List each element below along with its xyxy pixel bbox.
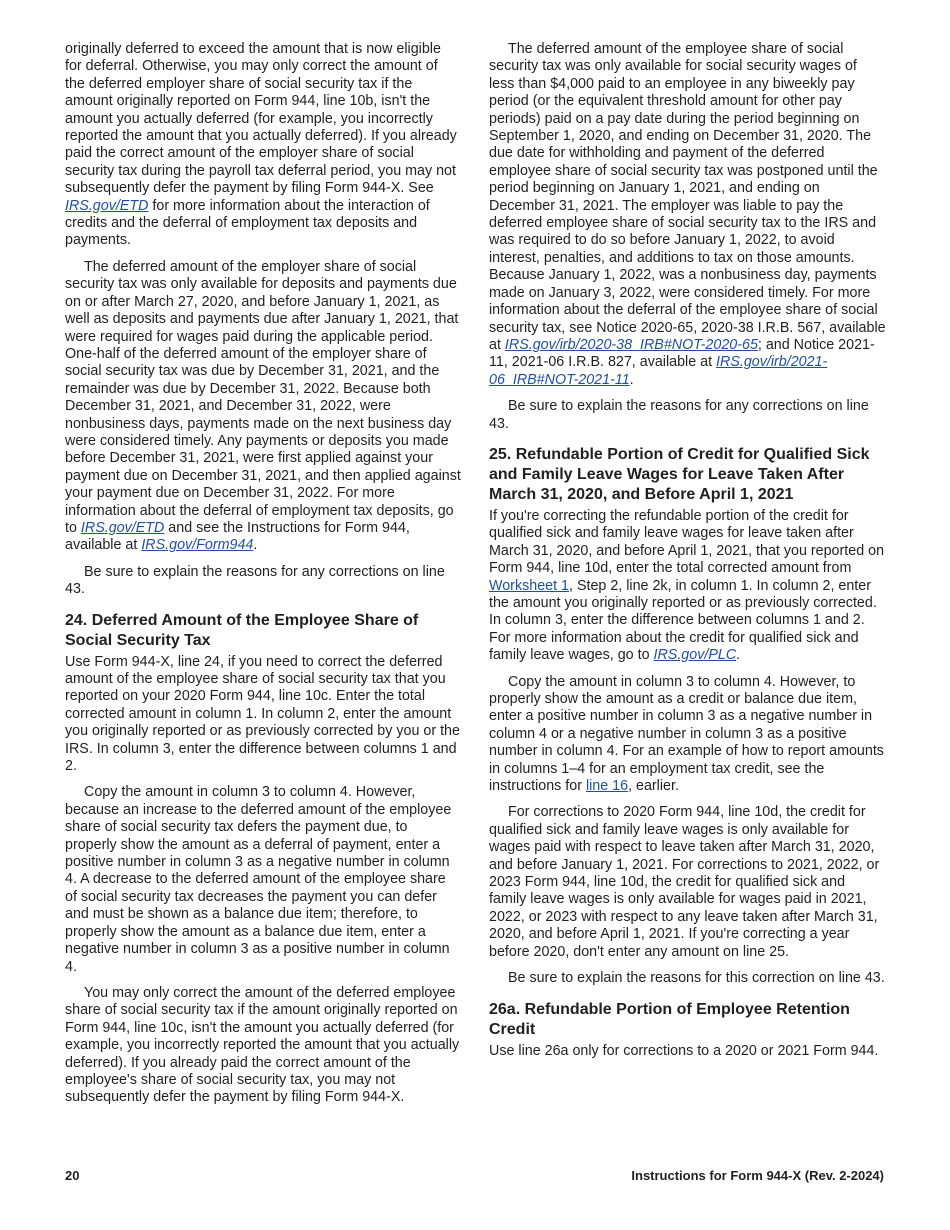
irb-2021-06-link[interactable]: IRS.gov/irb/2021-06_IRB#NOT-2021-11	[489, 354, 828, 388]
right-column	[489, 41, 886, 1069]
line-16-link[interactable]: line 16	[585, 778, 629, 795]
page-number: 20	[65, 1168, 80, 1183]
paragraph: Copy the amount in column 3 to column 4. However, to properly show the amount as a credit or balance due item, enter a positive number in column 3 as a negative number in column 4 or a negative number in column 3 as a positive number in column 4. For an example of how to report amounts in columns 1–4 for an employment tax credit, see the instructions for line 16, earlier.	[489, 673, 884, 795]
irs-etd-link[interactable]: IRS.gov/ETD	[80, 519, 165, 536]
left-column	[65, 41, 461, 1116]
paragraph: For corrections to 2020 Form 944, line 10d, the credit for qualified sick and family leave wages is only available for wages paid with respect to leave taken after March 31, 2020, and before January 1, 2021. For corrections to 2021, 2022, or 2023 Form 944, line 10d, the credit for qualified sick and family leave wages is only available for wages paid in 2021, 2022, or 2023 with respect to any leave taken after March 31, 2020, and before April 1, 2021. If you're correcting a year before 2020, don't enter any amount on line 25.	[489, 804, 880, 960]
irs-form944-link[interactable]: IRS.gov/Form944	[141, 537, 254, 554]
paragraph: The deferred amount of the employee share of social security tax was only available for social security wages of less than $4,000 paid to an employee in any biweekly pay period (or the equivalent threshold amount for other pay periods) paid on a pay date during the period beginning on September 1, 2020, and ending on December 31, 2020. The due date for withholding and payment of the deferred employee share of social security tax was postponed until the period beginning on January 1, 2021, and ending on December 31, 2021. The employer was liable to pay the deferred employee share of social security tax to the IRS and was required to do so before January 1, 2022, to avoid interest, penalties, and additions to tax on those amounts. Because January 1, 2022, was a nonbusiness day, payments made on January 3, 2022, were considered timely. For more information about the deferral of the employee share of social security tax, see Notice 2020-65, 2020-38 I.R.B. 567, available at IRS.gov/irb/2020-38_IRB#NOT-2020-65; and Notice 2021-11, 2021-06 I.R.B. 827, available at IRS.gov/irb/2021-06_IRB#NOT-2021-11.	[489, 41, 886, 388]
irs-plc-link[interactable]: IRS.gov/PLC	[653, 647, 737, 664]
section-heading-24: 24. Deferred Amount of the Employee Share of Social Security Tax	[65, 611, 419, 649]
paragraph: Be sure to explain the reasons for any corrections on line 43.	[489, 398, 869, 432]
paragraph: Copy the amount in column 3 to column 4. However, because an increase to the deferred amount of the employee share of social security tax defers the payment due, to properly show the amount as a deferral of payment, enter a positive number in column 3 as a negative number in column 4. A decrease to the deferred amount of the employee share of social security tax decreases the payment you can defer and must be shown as a balance due item; therefore, to properly show the amount as a balance due item, enter a negative number in column 3 as a positive number in column 4.	[65, 784, 452, 975]
paragraph: Use line 26a only for corrections to a 2020 or 2021 Form 944.	[489, 1042, 879, 1059]
document-title: Instructions for Form 944-X (Rev. 2-2024)	[631, 1168, 884, 1183]
paragraph: The deferred amount of the employer share of social security tax was only available for deposits and payments due on or after March 27, 2020, and before January 1, 2021, as well as deposits and payments due after January 1, 2021, that were required for wages paid during the applicable period. One-half of the deferred amount of the employer share of social security tax was due by December 31, 2021, and the remainder was due by December 31, 2022. Because both December 31, 2021, and December 31, 2022, were nonbusiness days, payments made on the next business day were considered timely. Any payments or deposits you made before December 31, 2021, were first applied against your payment due on December 31, 2021, and then applied against your payment due on December 31, 2022. For more information about the deferral of employment tax deposits, go to IRS.gov/ETD and see the Instructions for Form 944, available at IRS.gov/Form944.	[65, 258, 461, 554]
section-heading-26a: 26a. Refundable Portion of Employee Retention Credit	[489, 1000, 850, 1038]
paragraph: originally deferred to exceed the amount that is now eligible for deferral. Otherwise, you may only correct the amount of the deferred employer share of social security tax if the amount originally reported on Form 944, line 10b, isn't the amount you actually deferred (for example, you incorrectly reported the amount that you actually deferred). If you already paid the correct amount of the employer share of social security tax during the payroll tax deferral period, you may not subsequently defer the payment by filing Form 944-X. See IRS.gov/ETD for more information about the interaction of credits and the deferral of employment tax deposits and payments.	[65, 41, 457, 249]
paragraph: You may only correct the amount of the deferred employee share of social security tax if the amount originally reported on Form 944, line 10c, isn't the amount you actually deferred (for example, you incorrectly reported the amount that you actually deferred). If you already paid the correct amount of the employee's share of social security tax, you may not subsequently defer the payment by filing Form 944-X.	[65, 984, 460, 1106]
paragraph: If you're correcting the refundable portion of the credit for qualified sick and family leave wages for leave taken after March 31, 2020, and before April 1, 2021, that you reported on Form 944, line 10d, enter the total corrected amount from Worksheet 1, Step 2, line 2k, in column 1. In column 2, enter the amount you originally reported or as previously corrected. In column 3, enter the difference between columns 1 and 2. For more information about the credit for qualified sick and family leave wages, go to IRS.gov/PLC.	[489, 507, 885, 664]
section-heading-25: 25. Refundable Portion of Credit for Qualified Sick and Family Leave Wages for Leave Taken After March 31, 2020, and Before April 1, 2021	[489, 445, 870, 503]
paragraph: Be sure to explain the reasons for this correction on line 43.	[508, 970, 885, 987]
paragraph: Use Form 944-X, line 24, if you need to correct the deferred amount of the employee share of social security tax that you reported on your 2020 Form 944, line 10c. Enter the total corrected amount in column 1. In column 2, enter the amount you originally reported or as previously corrected by you or the IRS. In column 3, enter the difference between columns 1 and 2.	[65, 653, 460, 775]
worksheet-1-link[interactable]: Worksheet 1	[489, 577, 569, 594]
paragraph: Be sure to explain the reasons for any corrections on line 43.	[65, 563, 445, 598]
irb-2020-38-link[interactable]: IRS.gov/irb/2020-38_IRB#NOT-2020-65	[504, 336, 758, 353]
irs-etd-link[interactable]: IRS.gov/ETD	[65, 197, 149, 214]
